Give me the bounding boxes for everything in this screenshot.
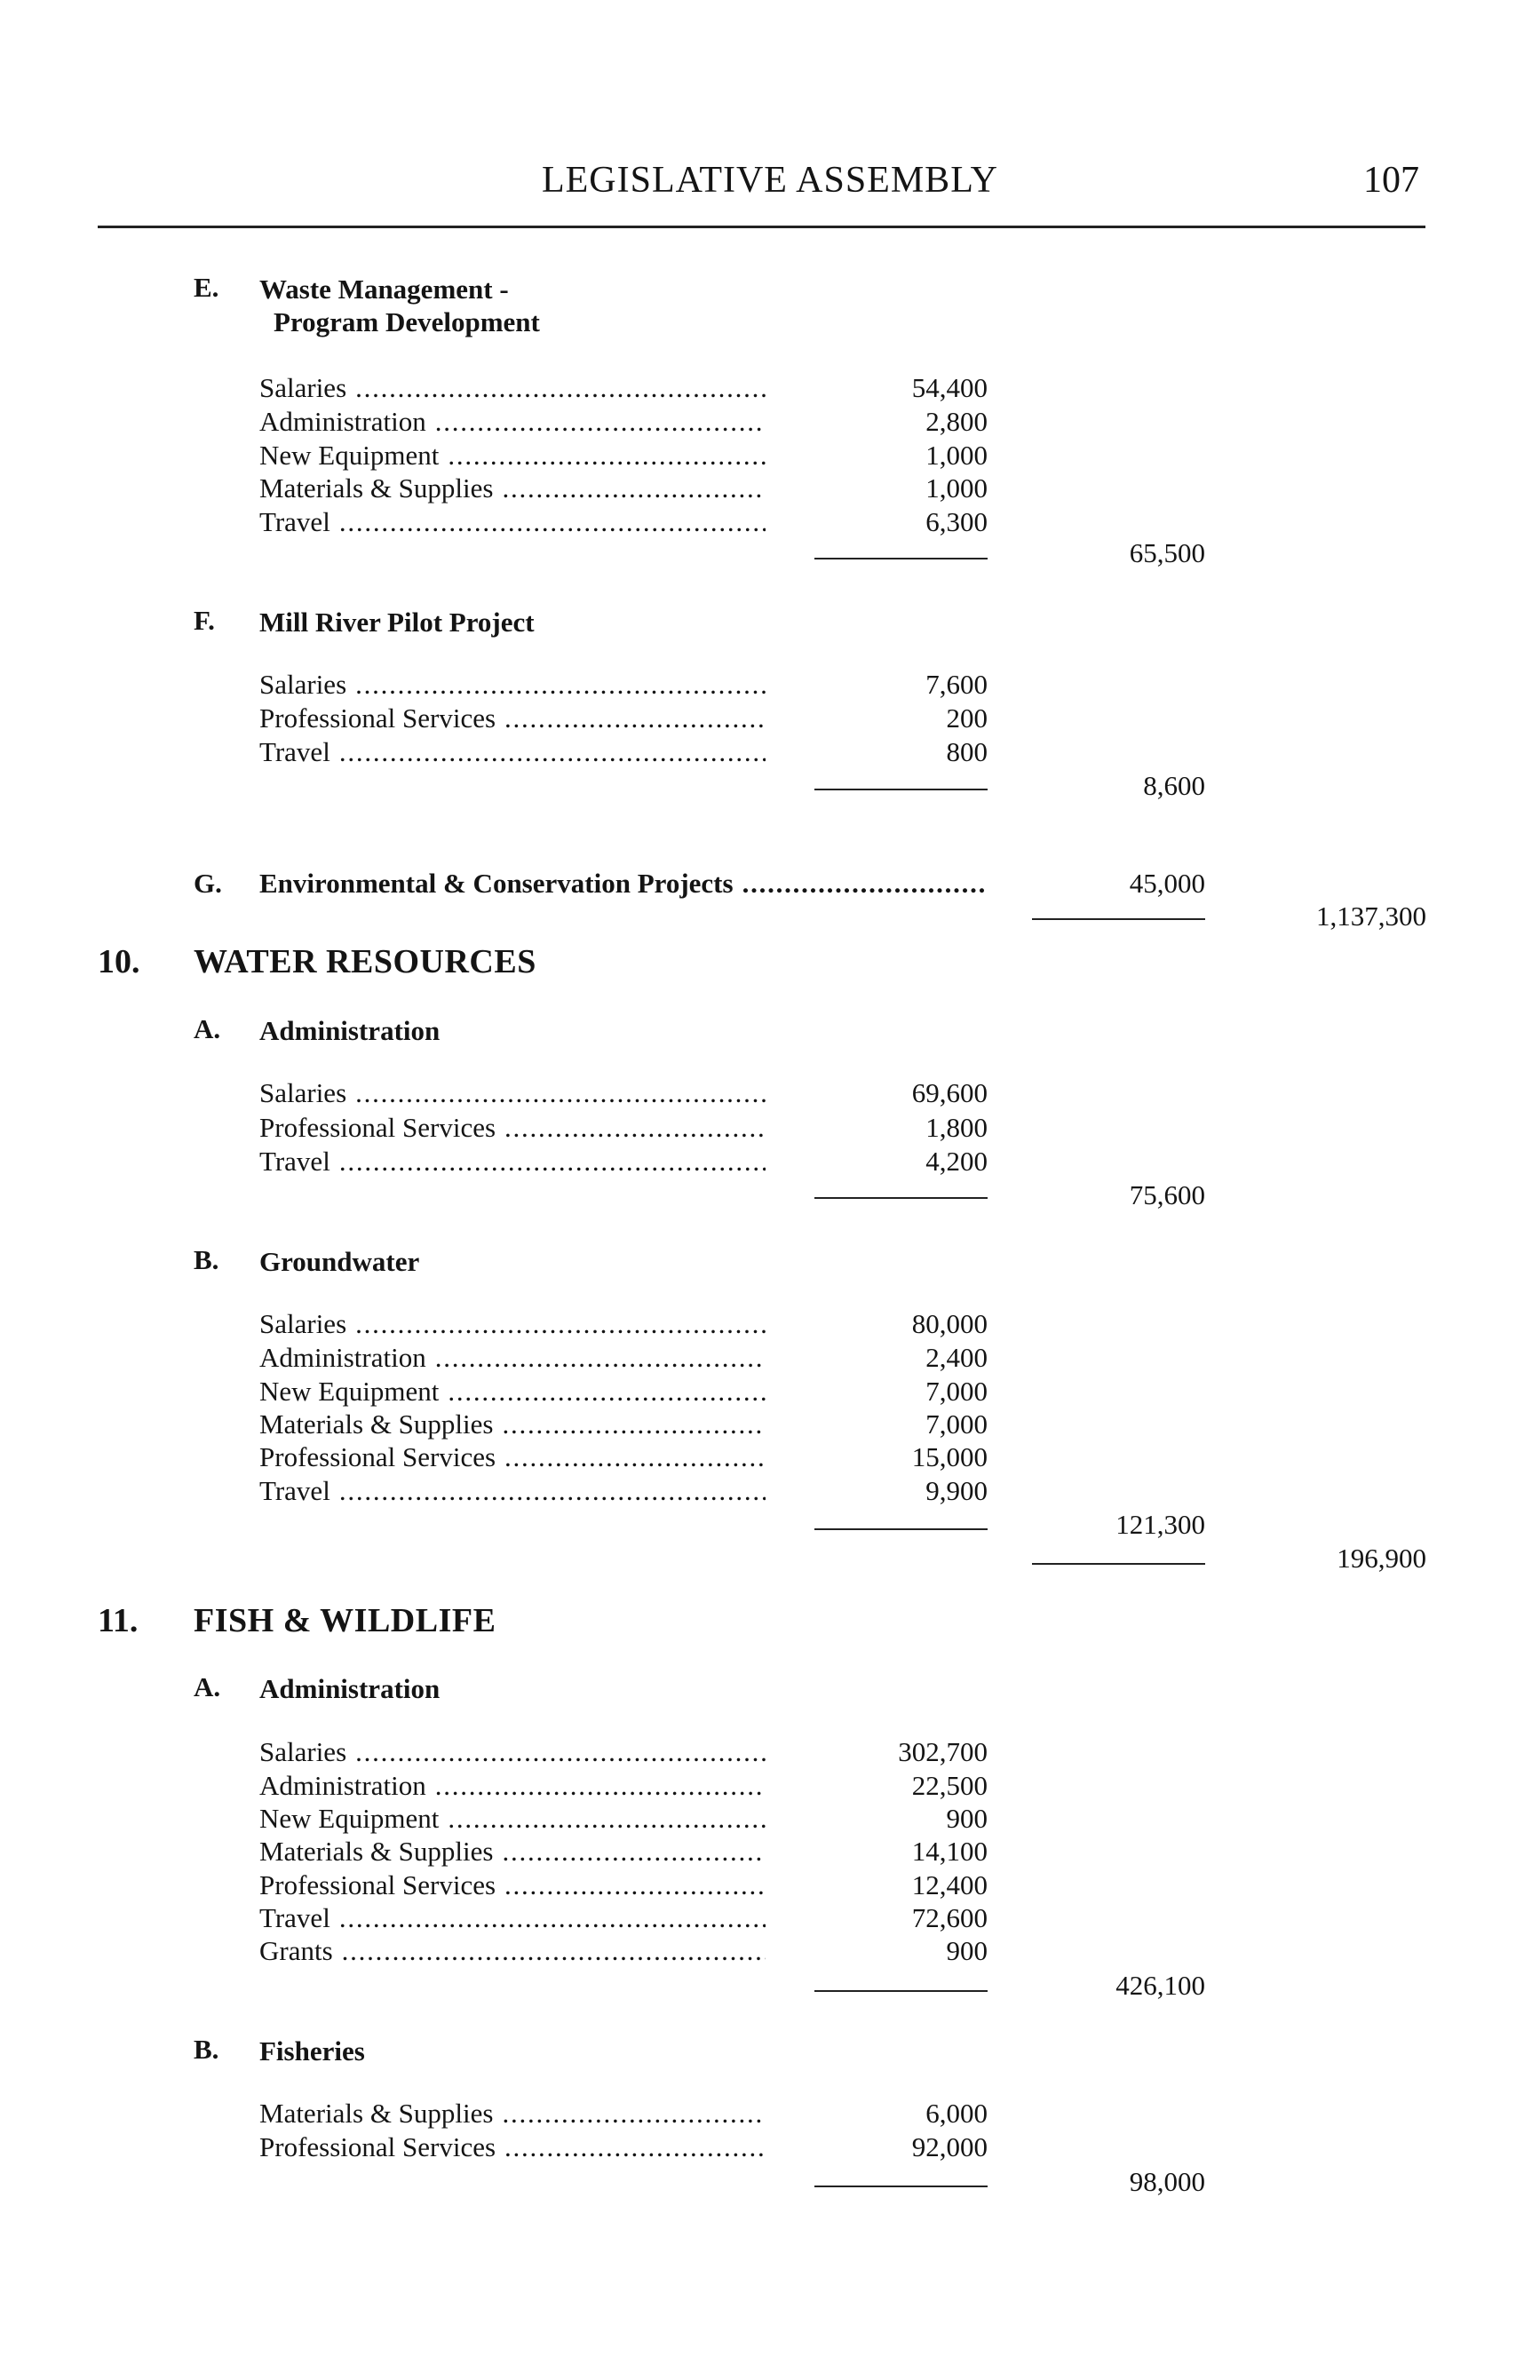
dot-leader: [502, 1408, 766, 1441]
dot-leader: [502, 1835, 766, 1868]
line-item-label: Salaries: [259, 1308, 347, 1339]
section-title: WATER RESOURCES: [194, 943, 536, 980]
subtotal-rule: [1032, 918, 1205, 920]
subsection-title-line2: Program Development: [274, 305, 540, 337]
line-item-amount: 2,400: [925, 1342, 988, 1373]
line-item-label: Administration: [259, 406, 426, 437]
subtotal-rule: [814, 789, 988, 790]
line-item-label: Materials & Supplies: [259, 1408, 494, 1440]
line-item: [259, 1145, 766, 1178]
subsection-letter: B.: [194, 1244, 219, 1275]
line-item-label: Travel: [259, 736, 330, 767]
line-item-label: New Equipment: [259, 1376, 440, 1407]
line-item: [259, 1408, 766, 1441]
subtotal-amount: 65,500: [1129, 537, 1205, 568]
line-item-amount: 302,700: [898, 1736, 988, 1767]
line-item: [259, 1474, 766, 1508]
dot-leader: [339, 1145, 766, 1178]
line-item-amount: 7,000: [925, 1408, 988, 1440]
line-item-amount: 1,000: [925, 440, 988, 471]
line-item: [259, 1375, 766, 1408]
line-item-label: New Equipment: [259, 440, 440, 471]
subtotal-amount: 426,100: [1115, 1970, 1205, 2001]
dot-leader: [339, 1901, 766, 1935]
dot-leader: [355, 1076, 766, 1110]
subtotal-rule: [814, 1990, 988, 1992]
subtotal-amount: 98,000: [1129, 2166, 1205, 2197]
dot-leader: [355, 668, 766, 702]
line-item-label: Materials & Supplies: [259, 1836, 494, 1867]
page-header-title: LEGISLATIVE ASSEMBLY: [542, 160, 998, 201]
line-item-amount: 800: [946, 736, 988, 767]
line-item: [259, 1341, 766, 1375]
line-item-label: Travel: [259, 1902, 330, 1933]
dot-leader: [355, 371, 766, 405]
header-rule: [98, 226, 1425, 228]
dot-leader: [504, 1111, 766, 1145]
line-item-label: Professional Services: [259, 702, 496, 734]
subtotal-amount: 75,600: [1129, 1179, 1205, 1210]
line-item: [259, 1802, 766, 1836]
subsection-title: Administration: [259, 1673, 441, 1704]
line-item: [259, 2130, 766, 2164]
line-item: [259, 702, 766, 735]
section-title: FISH & WILDLIFE: [194, 1602, 496, 1639]
line-item: [259, 1868, 766, 1902]
line-item: [259, 1440, 766, 1474]
dot-leader: [339, 735, 766, 769]
line-item: [259, 1769, 766, 1803]
line-item-label: Materials & Supplies: [259, 2098, 494, 2129]
line-item-amount: 6,300: [925, 506, 988, 537]
dot-leader: [742, 867, 988, 900]
dot-leader: [504, 702, 766, 735]
line-item-amount: 14,100: [911, 1836, 988, 1867]
subtotal-rule: [1032, 1563, 1205, 1565]
line-item-amount: 900: [946, 1803, 988, 1834]
dot-leader: [435, 405, 766, 439]
line-item: [259, 1901, 766, 1935]
dot-leader: [342, 1934, 766, 1968]
line-item-label: Salaries: [259, 669, 347, 700]
dot-leader: [504, 1440, 766, 1474]
line-item-amount: 9,900: [925, 1475, 988, 1506]
dot-leader: [355, 1307, 766, 1341]
line-item-label: Travel: [259, 1146, 330, 1177]
dot-leader: [339, 1474, 766, 1508]
line-item-label: New Equipment: [259, 1803, 440, 1834]
section-total-amount: 1,137,300: [1316, 900, 1426, 932]
line-item: [259, 439, 766, 472]
line-item: [259, 1076, 766, 1110]
line-item-amount: 15,000: [911, 1441, 988, 1472]
line-item-label: Travel: [259, 506, 330, 537]
line-item: [259, 1835, 766, 1868]
line-item-label: Professional Services: [259, 1112, 496, 1143]
dot-leader: [448, 1375, 766, 1408]
line-item: [259, 1934, 766, 1968]
subsection-title-line1: Waste Management -: [259, 274, 509, 305]
subtotal-rule: [814, 1528, 988, 1530]
line-item-label: Salaries: [259, 1736, 347, 1767]
line-item-amount: 12,400: [911, 1869, 988, 1900]
line-item-label: Professional Services: [259, 1441, 496, 1472]
subsection-letter: B.: [194, 2034, 219, 2065]
line-item: [259, 1735, 766, 1769]
subtotal-rule: [814, 2186, 988, 2187]
line-item: [259, 1111, 766, 1145]
line-item-amount: 7,000: [925, 1376, 988, 1407]
line-item-amount: 900: [946, 1935, 988, 1966]
line-item-label: Materials & Supplies: [259, 472, 494, 504]
dot-leader: [435, 1769, 766, 1803]
line-item-amount: 72,600: [911, 1902, 988, 1933]
line-item: [259, 668, 766, 702]
line-item-label: Professional Services: [259, 1869, 496, 1900]
subsection-letter: E.: [194, 272, 219, 303]
subsection-letter: G.: [194, 868, 222, 899]
dot-leader: [502, 2097, 766, 2130]
dot-leader: [448, 1802, 766, 1836]
line-item-label: Travel: [259, 1475, 330, 1506]
dot-leader: [435, 1341, 766, 1375]
line-item-amount: 54,400: [911, 372, 988, 403]
line-item: [259, 1307, 766, 1341]
subsection-letter: A.: [194, 1013, 221, 1044]
subsection-title: Administration: [259, 1015, 441, 1046]
line-item-label: Salaries: [259, 372, 347, 403]
line-item: [259, 405, 766, 439]
line-item-amount: 6,000: [925, 2098, 988, 2129]
subtotal-rule: [814, 558, 988, 559]
section-number: 11.: [98, 1602, 139, 1639]
line-item: [259, 371, 766, 405]
subtotal-rule: [814, 1197, 988, 1199]
page-number: 107: [1363, 160, 1419, 201]
line-item-label: Environmental & Conservation Projects: [259, 868, 734, 899]
line-item-amount: 22,500: [911, 1770, 988, 1801]
subsection-title: [259, 274, 540, 338]
section-total-amount: 196,900: [1337, 1543, 1426, 1574]
line-item-label: Professional Services: [259, 2131, 496, 2162]
line-item-label: Grants: [259, 1935, 333, 1966]
line-item: [259, 505, 766, 539]
dot-leader: [504, 1868, 766, 1902]
line-item-label: Administration: [259, 1770, 426, 1801]
subsection-letter: F.: [194, 605, 215, 636]
line-item-label: Salaries: [259, 1077, 347, 1108]
line-item-amount: 92,000: [911, 2131, 988, 2162]
line-item: [259, 2097, 766, 2130]
dot-leader: [448, 439, 766, 472]
dot-leader: [355, 1735, 766, 1769]
subtotal-amount: 8,600: [1143, 770, 1205, 801]
subsection-title: Groundwater: [259, 1246, 420, 1277]
line-item-amount: 45,000: [1129, 868, 1205, 899]
subsection-title: Mill River Pilot Project: [259, 607, 535, 638]
dot-leader: [502, 472, 766, 505]
line-item-amount: 69,600: [911, 1077, 988, 1108]
line-item-amount: 1,000: [925, 472, 988, 504]
section-number: 10.: [98, 943, 140, 980]
line-item: [259, 735, 766, 769]
line-item-amount: 7,600: [925, 669, 988, 700]
line-item-amount: 80,000: [911, 1308, 988, 1339]
line-item: [259, 867, 988, 900]
line-item-amount: 200: [946, 702, 988, 734]
line-item-amount: 4,200: [925, 1146, 988, 1177]
subtotal-amount: 121,300: [1115, 1509, 1205, 1540]
line-item-label: Administration: [259, 1342, 426, 1373]
line-item: [259, 472, 766, 505]
dot-leader: [504, 2130, 766, 2164]
dot-leader: [339, 505, 766, 539]
line-item-amount: 1,800: [925, 1112, 988, 1143]
subsection-title: Fisheries: [259, 2035, 365, 2067]
subsection-letter: A.: [194, 1671, 221, 1702]
line-item-amount: 2,800: [925, 406, 988, 437]
